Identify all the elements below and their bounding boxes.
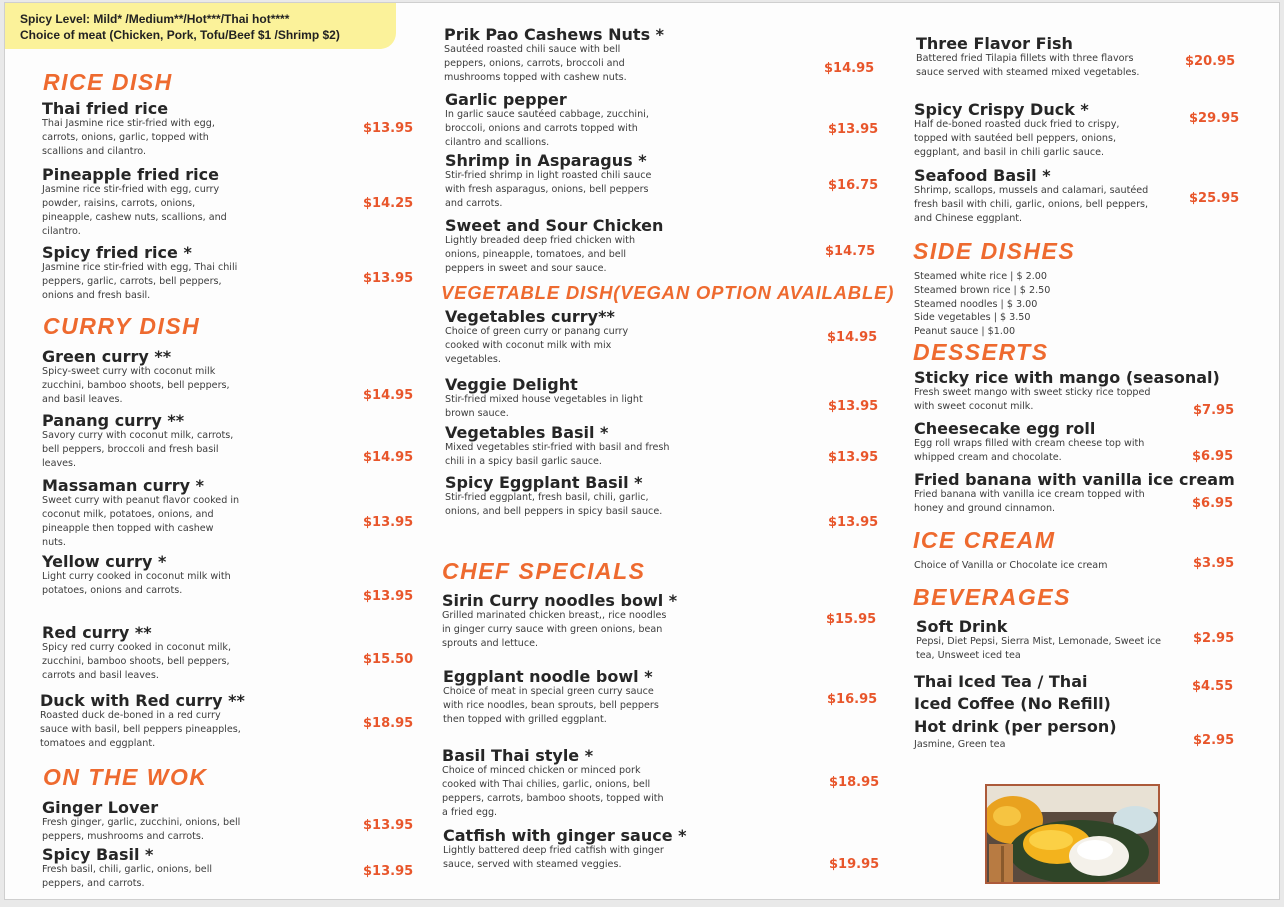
item-desc: Jasmine rice stir-fried with egg, curry powder, raisins, carrots, onions, pineapple, cashew nuts, scallions, and cilantro. xyxy=(42,184,227,237)
item-name: Spicy Eggplant Basil * xyxy=(445,473,643,492)
item-desc: Choice of meat in special green curry sauce with rice noodles, bean sprouts, bell peppers then topped with grilled eggplant. xyxy=(443,686,659,725)
menu-item xyxy=(42,411,240,471)
item-name: Shrimp in Asparagus * xyxy=(445,151,647,170)
menu-item xyxy=(42,623,240,683)
mango-sticky-rice-image xyxy=(987,786,1160,884)
menu-item xyxy=(914,419,1154,465)
item-price: $16.95 xyxy=(827,692,878,707)
item-price: $4.55 xyxy=(1192,679,1234,694)
item-price: $13.95 xyxy=(363,864,414,879)
menu-item xyxy=(916,617,1166,663)
item-price: $13.95 xyxy=(363,121,414,136)
item-price: $14.25 xyxy=(363,196,414,211)
item-price: $13.95 xyxy=(828,122,879,137)
item-price: $6.95 xyxy=(1192,496,1234,511)
item-price: $2.95 xyxy=(1193,631,1235,646)
item-price: $3.95 xyxy=(1193,556,1235,571)
item-price: $13.95 xyxy=(363,271,414,286)
item-name: Garlic pepper xyxy=(445,90,567,109)
item-desc: Fried banana with vanilla ice cream topped with honey and ground cinnamon. xyxy=(914,489,1145,514)
item-name: Cheesecake egg roll xyxy=(914,419,1096,438)
item-price: $7.95 xyxy=(1193,403,1235,418)
item-price: $16.75 xyxy=(828,178,879,193)
menu-item xyxy=(914,100,1154,160)
section-title-chef: CHEF SPECIALS xyxy=(442,558,646,584)
menu-item xyxy=(445,216,665,276)
item-price: $13.95 xyxy=(828,450,879,465)
item-price: $18.95 xyxy=(363,716,414,731)
item-desc: Sautéed roasted chili sauce with bell peppers, onions, carrots, broccoli and mushrooms topped with cashew nuts. xyxy=(444,44,627,83)
item-name: Basil Thai style * xyxy=(442,746,594,765)
item-name: Pineapple fried rice xyxy=(42,165,219,184)
section-title-vegetable: VEGETABLE DISH(VEGAN OPTION AVAILABLE) xyxy=(441,282,895,303)
menu-item xyxy=(914,717,1154,752)
menu-item xyxy=(42,99,240,159)
item-desc: Half de-boned roasted duck fried to crispy, topped with sautéed bell peppers, onions, eggplant, and basil in chili garlic sauce. xyxy=(914,119,1120,158)
item-name: Veggie Delight xyxy=(445,375,578,394)
item-desc: Choice of green curry or panang curry cooked with coconut milk with mix vegetables. xyxy=(445,326,629,365)
item-price: $14.95 xyxy=(363,450,414,465)
menu-item xyxy=(42,552,240,598)
item-desc: Savory curry with coconut milk, carrots, bell peppers, broccoli and fresh basil leaves. xyxy=(42,430,234,469)
side-item: Steamed brown rice | $ 2.50 xyxy=(914,285,1051,296)
item-price: $14.75 xyxy=(825,244,876,259)
item-name: Spicy fried rice * xyxy=(42,243,192,262)
mango-sticky-rice-photo xyxy=(985,784,1160,884)
item-desc: Pepsi, Diet Pepsi, Sierra Mist, Lemonade, Sweet ice tea, Unsweet iced tea xyxy=(916,636,1162,661)
item-desc: Fresh ginger, garlic, zucchini, onions, bell peppers, mushrooms and carrots. xyxy=(42,817,241,842)
item-price: $13.95 xyxy=(363,515,414,530)
item-name: Thai Iced Tea / Thai Iced Coffee (No Refill) xyxy=(914,672,1111,713)
menu-item xyxy=(445,473,665,519)
menu-item xyxy=(445,423,670,469)
item-desc: Stir-fried eggplant, fresh basil, chili, garlic, onions, and bell peppers in spicy basil sauce. xyxy=(445,492,663,517)
section-title-wok: ON THE WOK xyxy=(43,764,208,790)
item-price: $6.95 xyxy=(1192,449,1234,464)
spicy-level-text: Spicy Level: Mild* /Medium**/Hot***/Thai hot**** xyxy=(20,12,290,26)
menu-item xyxy=(445,375,670,421)
item-name: Spicy Basil * xyxy=(42,845,154,864)
menu-item xyxy=(42,347,240,407)
item-name: Eggplant noodle bowl * xyxy=(443,667,653,686)
section-title-rice: RICE DISH xyxy=(43,69,173,95)
item-desc: Jasmine, Green tea xyxy=(914,739,1006,750)
menu-item xyxy=(914,671,1129,715)
item-name: Seafood Basil * xyxy=(914,166,1051,185)
item-price: $14.95 xyxy=(824,61,875,76)
menu-item xyxy=(443,826,687,872)
menu-item xyxy=(40,691,250,751)
menu-column-1 xyxy=(5,3,425,899)
item-name: Thai fried rice xyxy=(42,99,169,118)
section-title-ice-cream: ICE CREAM xyxy=(913,527,1056,553)
meat-choice-text: Choice of meat (Chicken, Pork, Tofu/Beef $1 /Shrimp $2) xyxy=(20,28,340,42)
item-desc: Choice of minced chicken or minced pork cooked with Thai chilies, garlic, onions, bell peppers, carrots, bamboo shoots, topped with a fried egg. xyxy=(442,765,664,818)
menu-column-2 xyxy=(437,3,897,899)
item-name: Hot drink (per person) xyxy=(914,717,1117,736)
menu-item xyxy=(914,166,1154,226)
item-name: Vegetables Basil * xyxy=(445,423,609,442)
item-desc: Spicy red curry cooked in coconut milk, zucchini, bamboo shoots, bell peppers, carrots and basil leaves. xyxy=(42,642,232,681)
item-price: $13.95 xyxy=(363,818,414,833)
item-name: Three Flavor Fish xyxy=(916,34,1073,53)
item-desc: Grilled marinated chicken breast,, rice noodles in ginger curry sauce with green onions, bean sprouts and lettuce. xyxy=(442,610,667,649)
side-item: Side vegetables | $ 3.50 xyxy=(914,312,1031,323)
menu-item xyxy=(42,798,252,844)
item-name: Vegetables curry** xyxy=(445,307,615,326)
menu-item xyxy=(442,591,678,651)
menu-item xyxy=(445,90,665,150)
item-name: Yellow curry * xyxy=(42,552,167,571)
item-desc: Fresh basil, chili, garlic, onions, bell peppers, and carrots. xyxy=(42,864,213,889)
item-name: Catfish with ginger sauce * xyxy=(443,826,687,845)
menu-item xyxy=(916,34,1156,80)
item-price: $13.95 xyxy=(363,589,414,604)
item-desc: Stir-fried shrimp in light roasted chili sauce with fresh asparagus, onions, bell peppers and carrots. xyxy=(445,170,652,209)
side-item: Steamed white rice | $ 2.00 xyxy=(914,271,1047,282)
item-desc: Battered fried Tilapia fillets with three flavors sauce served with steamed mixed vegetables. xyxy=(916,53,1140,78)
item-desc: Lightly breaded deep fried chicken with onions, pineapple, tomatoes, and bell peppers in sweet and sour sauce. xyxy=(445,235,636,274)
item-name: Prik Pao Cashews Nuts * xyxy=(444,25,665,44)
menu-item xyxy=(445,307,665,367)
item-name: Massaman curry * xyxy=(42,476,205,495)
item-price: $15.95 xyxy=(826,612,877,627)
item-price: $14.95 xyxy=(827,330,878,345)
item-desc: Sweet curry with peanut flavor cooked in coconut milk, potatoes, onions, and pineapple then topped with cashew nuts. xyxy=(42,495,240,548)
item-desc: Light curry cooked in coconut milk with potatoes, onions and carrots. xyxy=(42,571,231,596)
item-desc: Egg roll wraps filled with cream cheese top with whipped cream and chocolate. xyxy=(914,438,1145,463)
item-name: Sweet and Sour Chicken xyxy=(445,216,664,235)
item-desc: Roasted duck de-boned in a red curry sauce with basil, bell peppers pineapples, tomatoes and eggplant. xyxy=(40,710,241,749)
item-desc: Thai Jasmine rice stir-fried with egg, carrots, onions, garlic, topped with scallions and cilantro. xyxy=(42,118,215,157)
section-title-desserts: DESSERTS xyxy=(913,339,1049,365)
item-name: Fried banana with vanilla ice cream xyxy=(914,470,1235,489)
section-title-side: SIDE DISHES xyxy=(913,238,1076,264)
item-name: Panang curry ** xyxy=(42,411,185,430)
item-name: Green curry ** xyxy=(42,347,172,366)
item-price: $25.95 xyxy=(1189,191,1240,206)
menu-item xyxy=(42,243,240,303)
item-name: Spicy Crispy Duck * xyxy=(914,100,1089,119)
item-name: Red curry ** xyxy=(42,623,152,642)
item-desc: Spicy-sweet curry with coconut milk zucchini, bamboo shoots, bell peppers, and basil leaves. xyxy=(42,366,230,405)
item-desc: Shrimp, scallops, mussels and calamari, sautéed fresh basil with chili, garlic, onions, bell peppers, and Chinese eggplant. xyxy=(914,185,1149,224)
menu-item xyxy=(42,165,240,239)
item-price: $14.95 xyxy=(363,388,414,403)
item-desc: Stir-fried mixed house vegetables in light brown sauce. xyxy=(445,394,643,419)
item-desc: Jasmine rice stir-fried with egg, Thai chili peppers, garlic, carrots, bell peppers, onions and fresh basil. xyxy=(42,262,238,301)
item-price: $15.50 xyxy=(363,652,414,667)
ice-cream-desc: Choice of Vanilla or Chocolate ice cream xyxy=(914,560,1108,571)
side-item: Peanut sauce | $1.00 xyxy=(914,326,1016,337)
item-desc: Mixed vegetables stir-fried with basil and fresh chili in a spicy basil garlic sauce. xyxy=(445,442,670,467)
item-price: $18.95 xyxy=(829,775,880,790)
item-price: $13.95 xyxy=(828,515,879,530)
item-price: $20.95 xyxy=(1185,54,1236,69)
section-title-beverages: BEVERAGES xyxy=(913,584,1071,610)
item-name: Soft Drink xyxy=(916,617,1008,636)
item-name: Sticky rice with mango (seasonal) xyxy=(914,368,1220,387)
item-price: $2.95 xyxy=(1193,733,1235,748)
item-desc: Lightly battered deep fried catfish with ginger sauce, served with steamed veggies. xyxy=(443,845,664,870)
menu-item xyxy=(914,368,1220,414)
menu-item xyxy=(442,746,667,820)
item-desc: Fresh sweet mango with sweet sticky rice topped with sweet coconut milk. xyxy=(914,387,1151,412)
menu-item xyxy=(445,151,665,211)
menu-page xyxy=(4,2,1280,900)
item-desc: In garlic sauce sautéed cabbage, zucchini, broccoli, onions and carrots topped with cilantro and scallions. xyxy=(445,109,649,148)
section-title-curry: CURRY DISH xyxy=(43,313,201,339)
item-name: Sirin Curry noodles bowl * xyxy=(442,591,678,610)
menu-item xyxy=(42,476,240,550)
menu-item xyxy=(42,845,240,891)
item-name: Ginger Lover xyxy=(42,798,159,817)
menu-item xyxy=(444,25,664,85)
menu-column-3 xyxy=(909,3,1280,899)
menu-item xyxy=(443,667,675,727)
item-name: Duck with Red curry ** xyxy=(40,691,245,710)
item-price: $19.95 xyxy=(829,857,880,872)
item-price: $29.95 xyxy=(1189,111,1240,126)
item-price: $13.95 xyxy=(828,399,879,414)
side-item: Steamed noodles | $ 3.00 xyxy=(914,299,1038,310)
